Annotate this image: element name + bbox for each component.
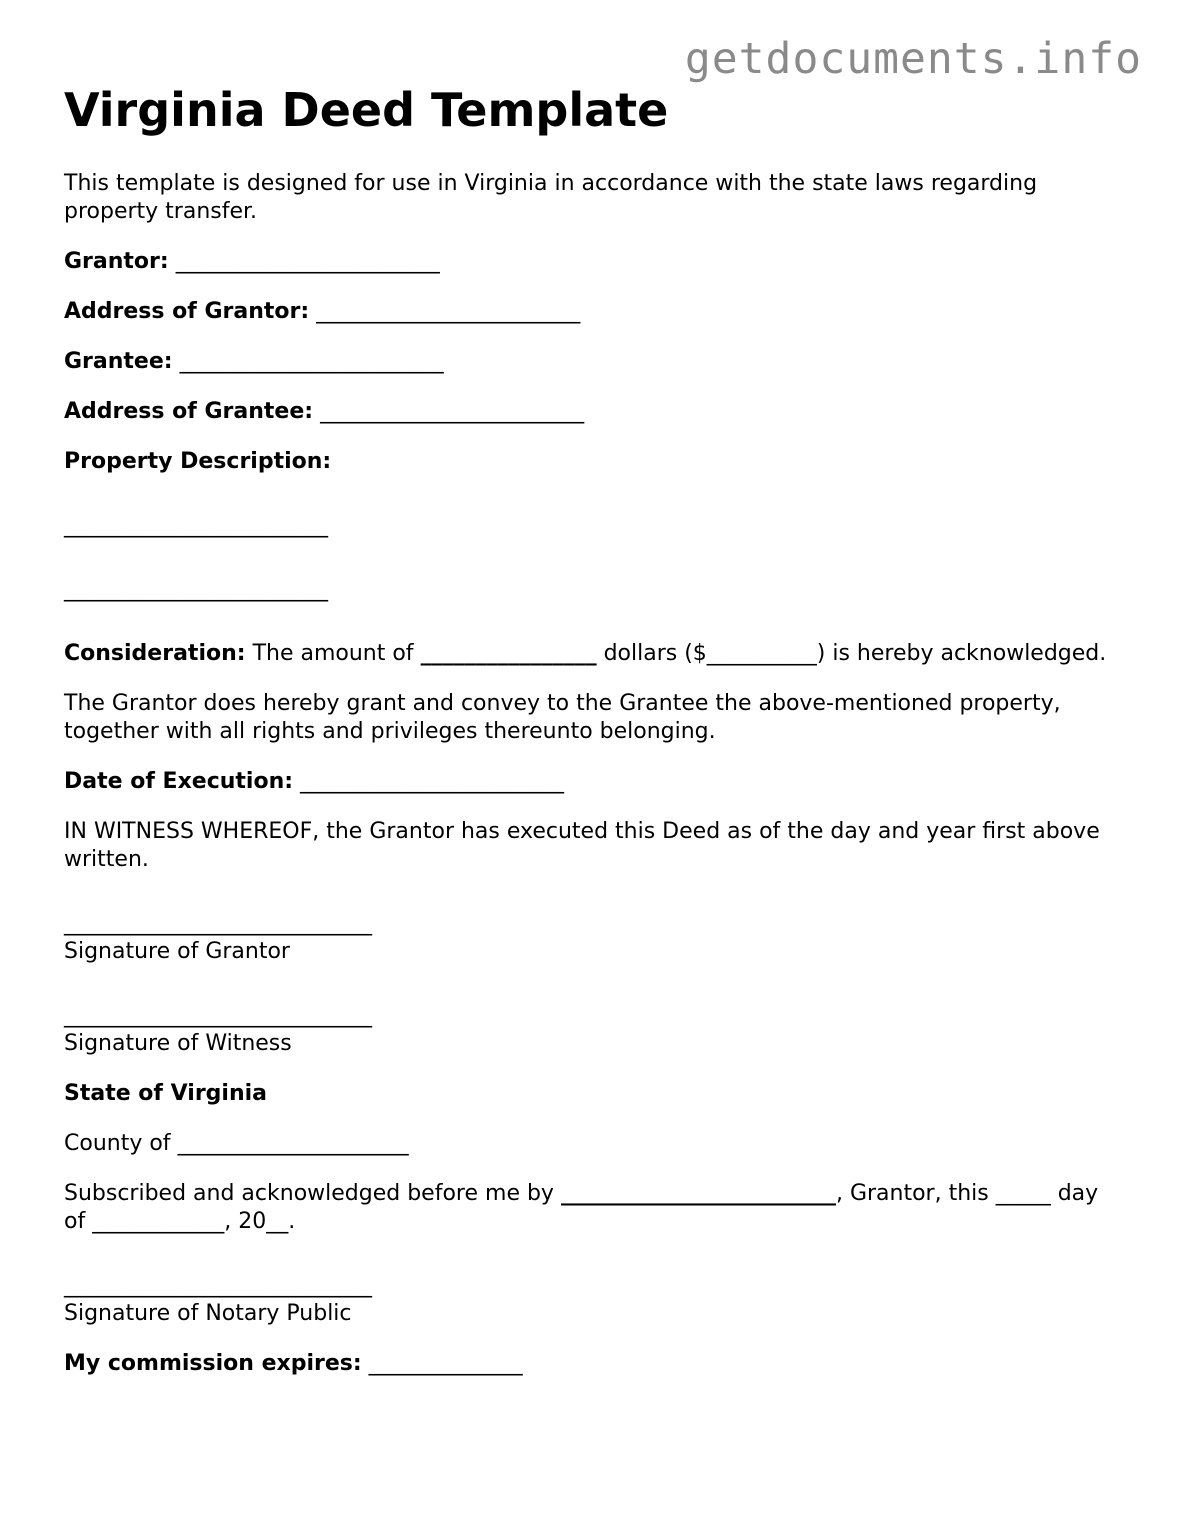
watermark: getdocuments.info: [684, 34, 1142, 84]
grantee-field: [64, 348, 1124, 376]
acknowledgment-month-blank[interactable]: ____________: [92, 1209, 225, 1234]
acknowledgment-text-b: , Grantor, this: [835, 1181, 989, 1206]
witness-signature-line[interactable]: ____________________________: [64, 1003, 372, 1028]
county-label: County of: [64, 1131, 171, 1156]
date-of-execution-blank[interactable]: ________________________: [300, 769, 565, 794]
grantee-blank[interactable]: ________________________: [179, 349, 444, 374]
grantor-field: [64, 248, 1124, 276]
grantor-address-blank[interactable]: ________________________: [316, 299, 581, 324]
witness-signature-label: Signature of Witness: [64, 1031, 292, 1056]
grantee-address-field: [64, 398, 1124, 426]
grantor-signature-label: Signature of Grantor: [64, 939, 290, 964]
acknowledgment-name-blank[interactable]: _________________________: [560, 1181, 836, 1206]
date-of-execution-label: Date of Execution:: [64, 769, 294, 794]
consideration-text-b: dollars ($: [603, 641, 707, 666]
grantor-signature-line[interactable]: ____________________________: [64, 911, 372, 936]
county-field: [64, 1130, 1124, 1158]
notary-signature-line[interactable]: ____________________________: [64, 1273, 372, 1298]
property-description-label: Property Description:: [64, 449, 332, 474]
grantor-address-label: Address of Grantor:: [64, 299, 310, 324]
acknowledgment-year-blank[interactable]: __: [266, 1209, 289, 1234]
acknowledgment-text-d: , 20: [224, 1209, 267, 1234]
property-description-line-1[interactable]: ________________________: [64, 513, 328, 538]
acknowledgment-paragraph: [64, 1180, 1124, 1236]
commission-label: My commission expires:: [64, 1351, 362, 1376]
acknowledgment-text-e: .: [288, 1209, 296, 1234]
grantor-signature-block: [64, 910, 1124, 966]
consideration-text-a: The amount of: [252, 641, 414, 666]
consideration-label: Consideration:: [64, 641, 246, 666]
notary-signature-block: [64, 1272, 1124, 1328]
grantee-address-blank[interactable]: ________________________: [320, 399, 585, 424]
grantee-address-label: Address of Grantee:: [64, 399, 314, 424]
consideration-text-c: ) is hereby acknowledged.: [816, 641, 1107, 666]
date-of-execution-field: [64, 768, 1124, 796]
consideration-words-blank[interactable]: ________________: [420, 641, 597, 666]
acknowledgment-text-a: Subscribed and acknowledged before me by: [64, 1181, 554, 1206]
property-description-line-2[interactable]: ________________________: [64, 577, 328, 602]
witness-signature-block: [64, 1002, 1124, 1058]
notary-signature-label: Signature of Notary Public: [64, 1301, 352, 1326]
grant-clause: The Grantor does hereby grant and convey to the Grantee the above-mentioned property, together with all rights and privileges thereunto belonging.: [64, 691, 1061, 744]
acknowledgment-day-blank[interactable]: _____: [995, 1181, 1051, 1206]
grantor-address-field: [64, 298, 1124, 326]
consideration-amount-blank[interactable]: __________: [706, 641, 817, 666]
county-blank[interactable]: _____________________: [177, 1131, 409, 1156]
commission-field: [64, 1350, 1124, 1378]
consideration-paragraph: [64, 640, 1124, 668]
commission-blank[interactable]: ______________: [368, 1351, 523, 1376]
grantor-label: Grantor:: [64, 249, 169, 274]
page-title: Virginia Deed Template: [64, 83, 669, 137]
state-heading: State of Virginia: [64, 1081, 268, 1106]
intro-text: This template is designed for use in Virginia in accordance with the state laws regarding property transfer.: [64, 171, 1038, 224]
grantee-label: Grantee:: [64, 349, 173, 374]
witness-clause: IN WITNESS WHEREOF, the Grantor has executed this Deed as of the day and year first above written.: [64, 819, 1100, 872]
document-page: [64, 82, 1124, 1378]
acknowledgment-text-c: day of: [64, 1181, 1099, 1234]
grantor-blank[interactable]: ________________________: [175, 249, 440, 274]
